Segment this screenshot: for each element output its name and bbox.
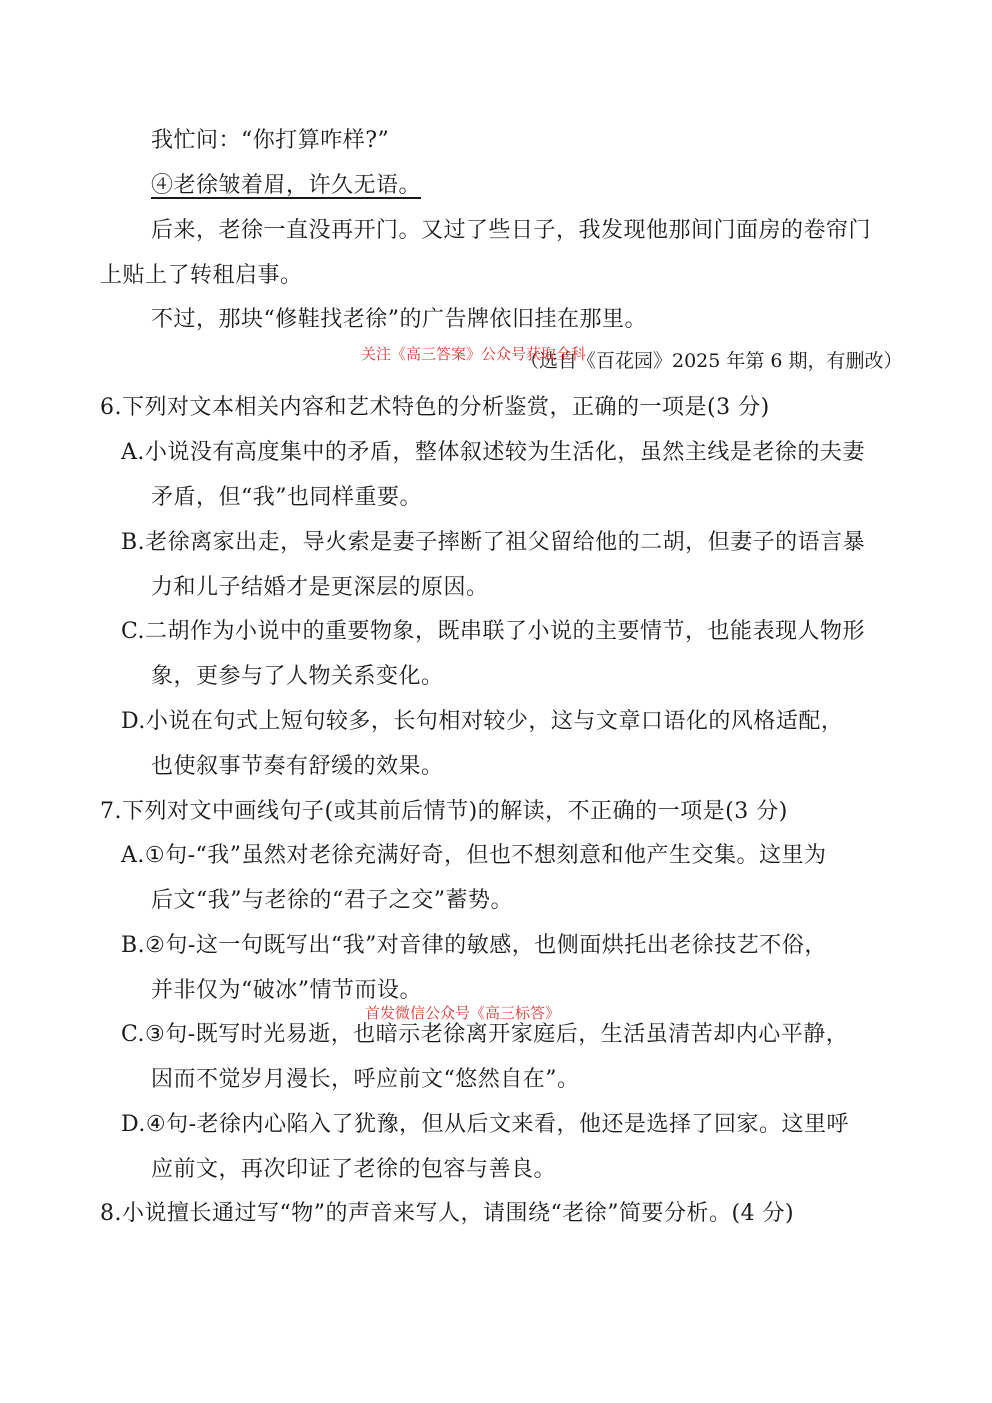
question-7-option-d-continued: 应前文，再次印证了老徐的包容与善良。 (151, 1157, 557, 1182)
source-citation: （选自《百花园》2025 年第 6 期，有删改） (520, 350, 903, 372)
story-paragraph: 后来，老徐一直没再开门。又过了些日子，我发现他那间门面房的卷帘门 (151, 218, 872, 243)
question-7-option-c: C.③句-既写时光易逝，也暗示老徐离开家庭后，生活虽清苦却内心平静， (121, 1022, 849, 1047)
question-6-option-c: C.二胡作为小说中的重要物象，既串联了小说的主要情节，也能表现人物形 (121, 619, 866, 644)
question-7-option-a: A.①句-“我”虽然对老徐充满好奇，但也不想刻意和他产生交集。这里为 (121, 843, 827, 868)
question-7-option-a-continued: 后文“我”与老徐的“君子之交”蓄势。 (151, 888, 513, 913)
question-6-option-c-continued: 象，更参与了人物关系变化。 (151, 664, 444, 689)
story-paragraph-continued: 上贴上了转租启事。 (100, 263, 303, 288)
watermark-text: 首发微信公众号《高三标答》 (365, 1004, 561, 1022)
question-7-option-d: D.④句-老徐内心陷入了犹豫，但从后文来看，他还是选择了回家。这里呼 (121, 1112, 850, 1137)
question-7-option-c-continued: 因而不觉岁月漫长，呼应前文“悠然自在”。 (151, 1067, 580, 1092)
question-6-option-a: A.小说没有高度集中的矛盾，整体叙述较为生活化，虽然主线是老徐的夫妻 (121, 440, 865, 465)
story-paragraph: 不过，那块“修鞋找老徐”的广告牌依旧挂在那里。 (151, 307, 647, 332)
question-6-option-d: D.小说在句式上短句较多，长句相对较少，这与文章口语化的风格适配， (121, 709, 844, 734)
watermark-text: 关注《高三答案》公众号获取全科 (361, 345, 587, 363)
question-6-option-b: B.老徐离家出走，导火索是妻子摔断了祖父留给他的二胡，但妻子的语言暴 (121, 530, 866, 555)
question-8-stem: 8.小说擅长通过写“物”的声音来写人，请围绕“老徐”简要分析。(4 分) (100, 1201, 795, 1226)
question-7-option-b: B.②句-这一句既写出“我”对音律的敏感，也侧面烘托出老徐技艺不俗， (121, 933, 827, 958)
question-6-option-b-continued: 力和儿子结婚才是更深层的原因。 (151, 575, 489, 600)
question-6-option-a-continued: 矛盾，但“我”也同样重要。 (151, 485, 422, 510)
underlined-sentence-4: ④老徐皱着眉，许久无语。 (151, 173, 422, 198)
question-7-option-b-continued: 并非仅为“破冰”情节而设。 (151, 978, 422, 1003)
question-6-option-d-continued: 也使叙事节奏有舒缓的效果。 (151, 754, 444, 779)
story-paragraph: 我忙问：“你打算咋样?” (151, 128, 390, 153)
question-6-stem: 6.下列对文本相关内容和艺术特色的分析鉴赏，正确的一项是(3 分) (100, 395, 770, 420)
question-7-stem: 7.下列对文中画线句子(或其前后情节)的解读，不正确的一项是(3 分) (100, 799, 788, 824)
